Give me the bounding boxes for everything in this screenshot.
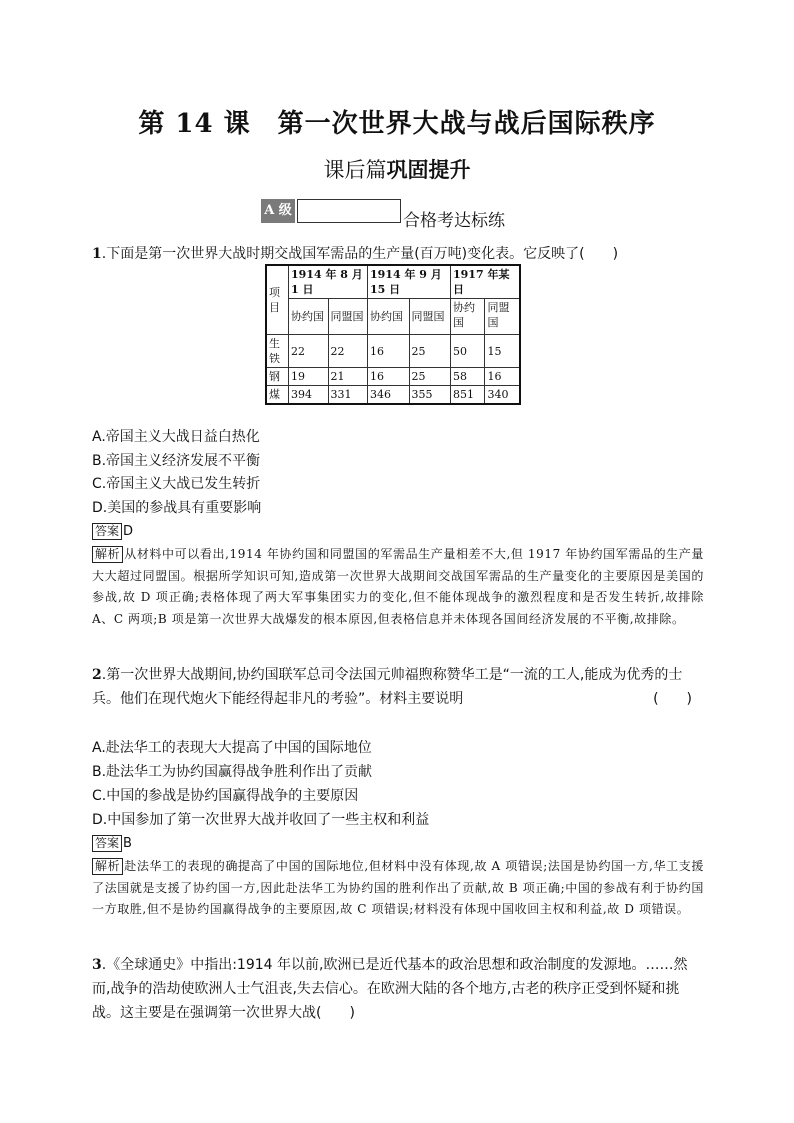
answer-value: B (123, 836, 132, 851)
table-cell: 22 (328, 335, 368, 368)
table-side-header: 同盟国 (485, 299, 520, 335)
table-cell: 340 (485, 386, 520, 405)
option-d: D.中国参加了第一次世界大战并收回了一些主权和利益 (92, 812, 430, 828)
table-cell: 15 (485, 335, 520, 368)
page-title: 第 14 课 第一次世界大战与战后国际秩序 (138, 109, 656, 139)
question-number: 3 (92, 957, 102, 973)
table-side-header: 同盟国 (328, 299, 368, 335)
table-row-label: 煤 (266, 386, 289, 405)
explanation-text: 赴法华工的表现的确提高了中国的国际地位,但材料中没有体现,故 A 项错误;法国是协约国一方,华工支援了法国就是支援了协约国一方,因此赴法华工为协约国的胜利作出了贡献,故 B 项正确;中国的参战有利于协约国一方取胜,但不是协约国赢得战争的主要原因,故 C 项错误;材料没有体现中国收回主权和利益,故 D 项错误。 (92, 859, 704, 916)
question-text: .下面是第一次世界大战时期交战国军需品的生产量(百万吨)变化表。它反映了( ) (101, 246, 619, 262)
production-table (265, 264, 521, 405)
question-text: .《全球通史》中指出:1914 年以前,欧洲已是近代基本的政治思想和政治制度的发源地。……然而,战争的浩劫使欧洲人士气沮丧,失去信心。在欧洲大陆的各个地方,古老的秩序正受到怀疑和挑战。这主要是在强调第一次世界大战( ) (92, 957, 688, 1021)
answer-line (92, 834, 132, 854)
answer-tag: 答案 (92, 835, 122, 852)
table-header-row (266, 265, 520, 299)
option-a: A.帝国主义大战日益白热化 (92, 429, 260, 445)
table-cell: 19 (289, 368, 329, 386)
level-score-box (297, 199, 401, 223)
page-subtitle (0, 154, 794, 184)
subtitle-prefix: 课后篇 (323, 158, 387, 182)
table-period-header: 1914 年 8 月 1 日 (289, 265, 368, 299)
option-d: D.美国的参战具有重要影响 (92, 500, 262, 516)
option-b: B.帝国主义经济发展不平衡 (92, 453, 261, 469)
level-badge: A 级 (261, 199, 295, 223)
question-3 (92, 953, 704, 1025)
table-cell: 16 (485, 368, 520, 386)
explanation-text: 从材料中可以看出,1914 年协约国和同盟国的军需品生产量相差不大,但 1917 年协约国军需品的生产量大大超过同盟国。根据所学知识可知,造成第一次世界大战期间交战国军需品的生产量变化的主要原因是美国的参战,故 D 项正确;表格体现了两大军事集团实力的变化,但不能体现战争的激烈程度和是否发生转折,故排除 A、C 两项;B 项是第一次世界大战爆发的根本原因,但表格信息并未体现各国间经济发展的不平衡,故排除。 (92, 547, 704, 626)
explanation-tag: 解析 (92, 858, 123, 875)
table-cell: 851 (451, 386, 485, 405)
table-cell: 22 (289, 335, 329, 368)
table-side-header: 协约国 (289, 299, 329, 335)
question-text: .第一次世界大战期间,协约国联军总司令法国元帅福煦称赞华工是“一流的工人,能成为优秀的士兵。他们在现代炮火下能经得起非凡的考验”。材料主要说明 (92, 667, 683, 707)
table-cell: 16 (368, 335, 410, 368)
table-row (266, 386, 520, 405)
answer-tag: 答案 (92, 523, 122, 540)
option-c: C.中国的参战是协约国赢得战争的主要原因 (92, 788, 359, 804)
table-cell: 50 (451, 335, 485, 368)
explanation-block (92, 856, 704, 921)
table-cell: 21 (328, 368, 368, 386)
table-row-label: 钢 (266, 368, 289, 386)
table-cell: 16 (368, 368, 410, 386)
question-number: 2 (92, 667, 102, 683)
table-cell: 346 (368, 386, 410, 405)
subtitle-bold: 巩固提升 (386, 157, 471, 182)
table-cell: 355 (409, 386, 451, 405)
answer-line (92, 522, 133, 542)
question-2 (92, 663, 704, 711)
table-side-header: 协约国 (368, 299, 410, 335)
table-period-header: 1914 年 9 月 15 日 (368, 265, 451, 299)
table-header-item: 项目 (266, 265, 289, 335)
table-cell: 25 (409, 368, 451, 386)
table-row-label: 生铁 (266, 335, 289, 368)
explanation-tag: 解析 (92, 546, 123, 563)
table-row (266, 335, 520, 368)
explanation-block (92, 544, 704, 630)
table-row (266, 368, 520, 386)
table-cell: 25 (409, 335, 451, 368)
question-number: 1 (92, 246, 102, 262)
table-period-header: 1917 年某日 (451, 265, 521, 299)
table-cell: 58 (451, 368, 485, 386)
table-cell: 394 (289, 386, 329, 405)
table-cell: 331 (328, 386, 368, 405)
answer-blank: ( ) (653, 691, 692, 707)
level-label: 合格考达标练 (403, 211, 505, 231)
option-c: C.帝国主义大战已发生转折 (92, 476, 261, 492)
answer-value: D (123, 524, 134, 539)
question-1 (92, 242, 704, 266)
table-side-header: 同盟国 (409, 299, 451, 335)
option-a: A.赴法华工的表现大大提高了中国的国际地位 (92, 740, 372, 756)
table-side-row (266, 299, 520, 335)
table-side-header: 协约国 (451, 299, 485, 335)
option-b: B.赴法华工为协约国赢得战争胜利作出了贡献 (92, 764, 373, 780)
